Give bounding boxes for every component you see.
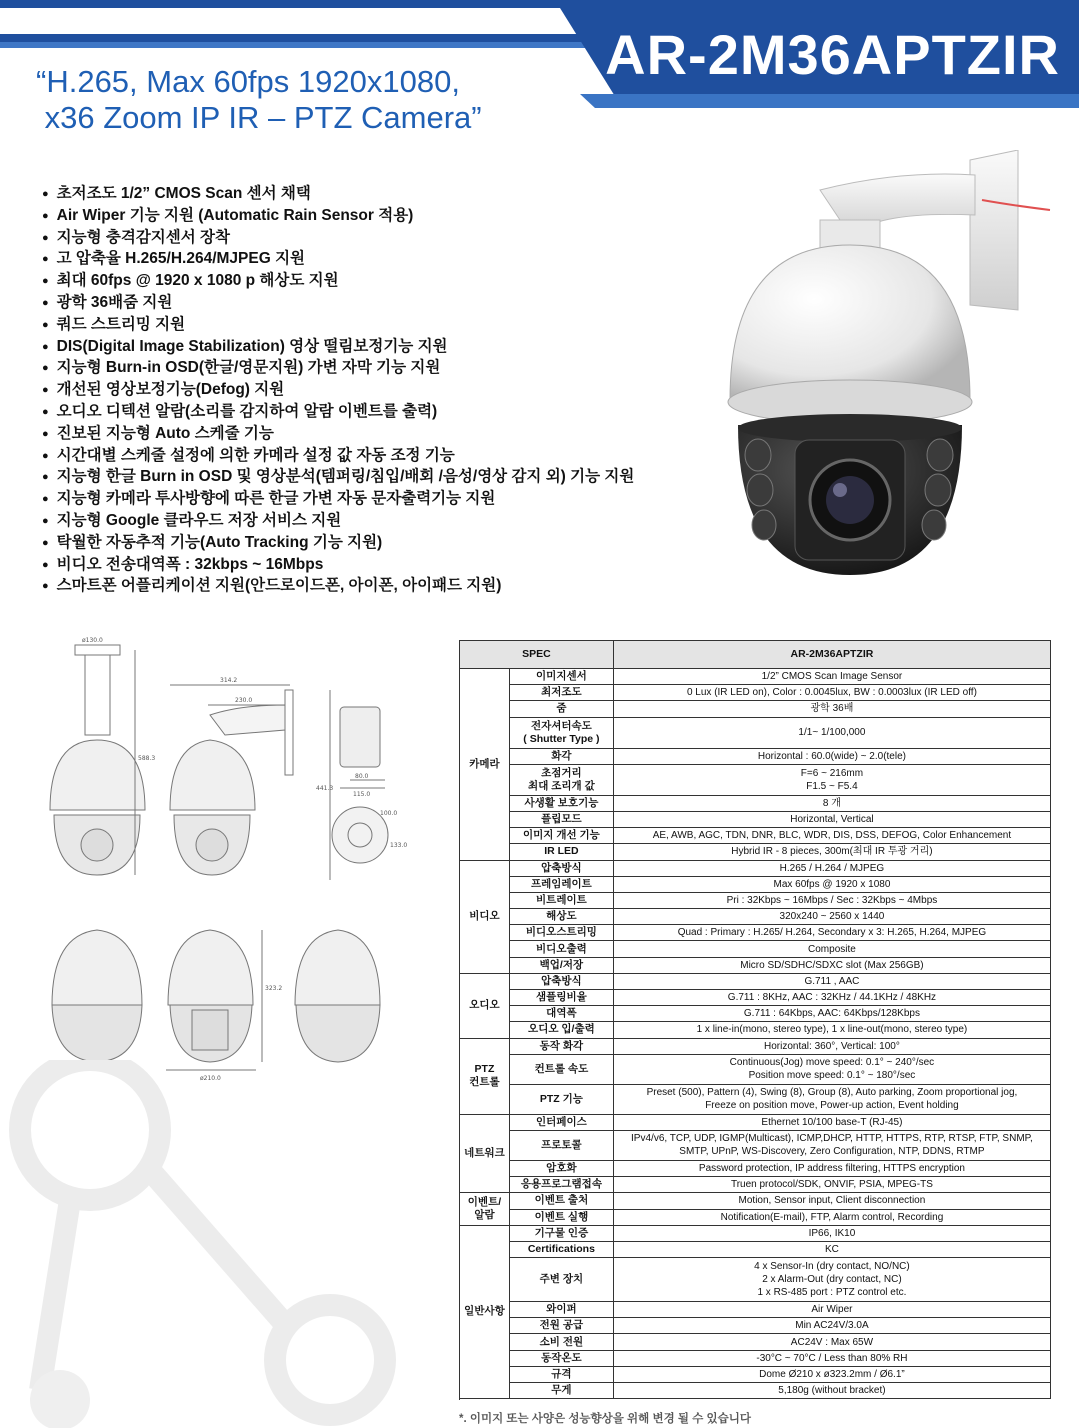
feature-item: ● 지능형 한글 Burn in OSD 및 영상분석(템퍼링/침입/배회 /음성/영상 감지 외) 기능 지원 — [42, 467, 634, 489]
row-value: Horizontal : 60.0(wide) ~ 2.0(tele) — [613, 748, 1050, 764]
row-value: Quad : Primary : H.265/ H.264, Secondary x 3: H.265, H.264, MJPEG — [613, 925, 1050, 941]
row-item: 비트레이트 — [509, 892, 613, 908]
row-value: Password protection, IP address filtering, HTTPS encryption — [613, 1160, 1050, 1176]
row-item: 사생활 보호기능 — [509, 795, 613, 811]
row-value: G.711 : 64Kbps, AAC: 64Kbps/128Kbps — [613, 1006, 1050, 1022]
row-item: 동작온도 — [509, 1350, 613, 1366]
row-item: 규격 — [509, 1366, 613, 1382]
ptz-camera-image — [700, 150, 1060, 590]
row-item: 이미지 개선 기능 — [509, 828, 613, 844]
feature-item: ● 고 압축율 H.265/H.264/MJPEG 지원 — [42, 249, 634, 271]
feature-list — [42, 184, 634, 598]
dim-label-11: 323.2 — [265, 985, 283, 992]
group-network: 네트워크 — [460, 1114, 510, 1193]
row-item: 최저조도 — [509, 685, 613, 701]
feature-item: ● 초저조도 1/2” CMOS Scan 센서 채택 — [42, 184, 634, 206]
group-video: 비디오 — [460, 860, 510, 973]
row-value: 4 x Sensor-In (dry contact, NO/NC) 2 x Alarm-Out (dry contact, NC) 1 x RS-485 port : PTZ control etc. — [613, 1258, 1050, 1302]
row-value: Horizontal: 360°, Vertical: 100° — [613, 1038, 1050, 1054]
row-item: 초점거리 최대 조리개 값 — [509, 764, 613, 795]
row-value: F=6 ~ 216mm F1.5 ~ F5.4 — [613, 764, 1050, 795]
feature-item: ● 오디오 디텍션 알람(소리를 감지하여 알람 이벤트를 출력) — [42, 402, 634, 424]
row-item: IR LED — [509, 844, 613, 860]
feature-item: ● 개선된 영상보정기능(Defog) 지원 — [42, 380, 634, 402]
dim-label-9: 133.0 — [390, 842, 408, 849]
row-value: 1/1~ 1/100,000 — [613, 717, 1050, 748]
row-value: 광학 36배 — [613, 701, 1050, 717]
row-value: G.711 : 8KHz, AAC : 32KHz / 44.1KHz / 48KHz — [613, 990, 1050, 1006]
row-item: PTZ 기능 — [509, 1084, 613, 1114]
row-item: 프레임레이트 — [509, 876, 613, 892]
row-value: 1/2” CMOS Scan Image Sensor — [613, 669, 1050, 685]
row-value: 8 개 — [613, 795, 1050, 811]
row-value: 1 x line-in(mono, stereo type), 1 x line-out(mono, stereo type) — [613, 1022, 1050, 1038]
feature-item: ● 광학 36배줌 지원 — [42, 293, 634, 315]
row-item: 컨트롤 속도 — [509, 1054, 613, 1084]
row-item: 이벤트 출처 — [509, 1193, 613, 1209]
row-item: 와이퍼 — [509, 1302, 613, 1318]
product-subtitle — [36, 64, 482, 136]
row-item: 화각 — [509, 748, 613, 764]
row-item: Certifications — [509, 1241, 613, 1257]
row-value: G.711 , AAC — [613, 973, 1050, 989]
row-value: -30°C ~ 70°C / Less than 80% RH — [613, 1350, 1050, 1366]
row-item: 해상도 — [509, 909, 613, 925]
row-item: 이벤트 실행 — [509, 1209, 613, 1225]
row-value: Truen protocol/SDK, ONVIF, PSIA, MPEG-TS — [613, 1177, 1050, 1193]
decorative-circles — [0, 1060, 460, 1428]
feature-item: ● 최대 60fps @ 1920 x 1080 p 해상도 지원 — [42, 271, 634, 293]
feature-item: ● 지능형 충격감지센서 장착 — [42, 228, 634, 250]
row-value: Composite — [613, 941, 1050, 957]
row-item: 암호화 — [509, 1160, 613, 1176]
footnote: *. 이미지 또는 사양은 성능향상을 위해 변경 될 수 있습니다 — [459, 1413, 751, 1425]
spec-header-model: AR-2M36APTZIR — [613, 641, 1050, 669]
spec-header-label: SPEC — [460, 641, 614, 669]
row-value: 0 Lux (IR LED on), Color : 0.0045lux, BW : 0.0003lux (IR LED off) — [613, 685, 1050, 701]
row-value: Dome Ø210 x ø323.2mm / Ø6.1” — [613, 1366, 1050, 1382]
feature-item: ● 지능형 Google 클라우드 저장 서비스 지원 — [42, 511, 634, 533]
feature-item: ● 스마트폰 어플리케이션 지원(안드로이드폰, 아이폰, 아이패드 지원) — [42, 576, 634, 598]
row-item: 소비 전원 — [509, 1334, 613, 1350]
row-item: 무게 — [509, 1383, 613, 1399]
row-value: AC24V : Max 65W — [613, 1334, 1050, 1350]
row-item: 주변 장치 — [509, 1258, 613, 1302]
row-item: 비디오스트리밍 — [509, 925, 613, 941]
group-general: 일반사항 — [460, 1225, 510, 1399]
row-item: 인터페이스 — [509, 1114, 613, 1130]
dim-label-4: 588.3 — [138, 755, 156, 762]
row-value: Max 60fps @ 1920 x 1080 — [613, 876, 1050, 892]
dim-label-5: 441.3 — [316, 785, 334, 792]
model-title: AR-2M36APTZIR — [605, 23, 1060, 86]
row-value: Notification(E-mail), FTP, Alarm control, Recording — [613, 1209, 1050, 1225]
feature-item: ● 쿼드 스트리밍 지원 — [42, 315, 634, 337]
row-value: AE, AWB, AGC, TDN, DNR, BLC, WDR, DIS, DSS, DEFOG, Color Enhancement — [613, 828, 1050, 844]
header-title-accent — [580, 94, 1079, 108]
row-value: KC — [613, 1241, 1050, 1257]
spec-header-row — [460, 641, 1051, 669]
row-value: Air Wiper — [613, 1302, 1050, 1318]
row-value: 320x240 ~ 2560 x 1440 — [613, 909, 1050, 925]
subtitle-line-2: x36 Zoom IP IR – PTZ Camera” — [36, 100, 482, 135]
dim-label-2: 314.2 — [220, 677, 238, 684]
group-event: 이벤트/ 알람 — [460, 1193, 510, 1225]
row-item: 압축방식 — [509, 973, 613, 989]
row-value: Preset (500), Pattern (4), Swing (8), Group (8), Auto parking, Zoom proportional jog, Freeze on position move, Power-up action, Event holding — [613, 1084, 1050, 1114]
row-item: 오디오 입/출력 — [509, 1022, 613, 1038]
dim-label-8: 100.0 — [380, 810, 398, 817]
row-value: Min AC24V/3.0A — [613, 1318, 1050, 1334]
row-value: Pri : 32Kbps ~ 16Mbps / Sec : 32Kbps ~ 4Mbps — [613, 892, 1050, 908]
row-value: Ethernet 10/100 base-T (RJ-45) — [613, 1114, 1050, 1130]
header-top-bar — [0, 0, 1079, 8]
row-item: 샘플링비율 — [509, 990, 613, 1006]
row-value: Continuous(Jog) move speed: 0.1° ~ 240°/sec Position move speed: 0.1° ~ 180°/sec — [613, 1054, 1050, 1084]
row-value: Hybrid IR - 8 pieces, 300m(최대 IR 투광 거리) — [613, 844, 1050, 860]
group-audio: 오디오 — [460, 973, 510, 1038]
row-value: IP66, IK10 — [613, 1225, 1050, 1241]
dim-label-7: 115.0 — [353, 791, 371, 798]
row-item: 플립모드 — [509, 811, 613, 827]
feature-item: ● 지능형 카메라 투사방향에 따른 한글 가변 자동 문자출력기능 지원 — [42, 489, 634, 511]
feature-item: ● 시간대별 스케줄 설정에 의한 카메라 설정 값 자동 조정 기능 — [42, 446, 634, 468]
feature-item: ● Air Wiper 기능 지원 (Automatic Rain Sensor 적용) — [42, 206, 634, 228]
group-camera: 카메라 — [460, 669, 510, 861]
dim-label-6: 80.0 — [355, 773, 369, 780]
feature-item: ● 비디오 전송대역폭 : 32kbps ~ 16Mbps — [42, 555, 634, 577]
row-item: 대역폭 — [509, 1006, 613, 1022]
row-item: 백업/저장 — [509, 957, 613, 973]
row-value: Horizontal, Vertical — [613, 811, 1050, 827]
row-item: 프로토콜 — [509, 1130, 613, 1160]
row-value: IPv4/v6, TCP, UDP, IGMP(Multicast), ICMP,DHCP, HTTP, HTTPS, RTP, RTSP, FTP, SNMP, SMTP, UPnP, WS-Discovery, Zero Configuration, NTP, DDNS, RTMP — [613, 1130, 1050, 1160]
dim-label-10: ø210.0 — [200, 1075, 221, 1082]
row-item: 줌 — [509, 701, 613, 717]
row-item: 동작 화각 — [509, 1038, 613, 1054]
group-ptz: PTZ 컨트롤 — [460, 1038, 510, 1114]
row-item: 기구물 인증 — [509, 1225, 613, 1241]
spec-table — [459, 640, 1051, 1399]
row-item: 비디오출력 — [509, 941, 613, 957]
row-value: 5,180g (without bracket) — [613, 1383, 1050, 1399]
dim-label-1: ø130.0 — [82, 637, 103, 644]
row-item: 전자셔터속도 ( Shutter Type ) — [509, 717, 613, 748]
row-value: Motion, Sensor input, Client disconnection — [613, 1193, 1050, 1209]
subtitle-line-1: “H.265, Max 60fps 1920x1080, — [36, 64, 460, 99]
feature-item: ● 탁월한 자동추적 기능(Auto Tracking 기능 지원) — [42, 533, 634, 555]
feature-item: ● DIS(Digital Image Stabilization) 영상 떨림보정기능 지원 — [42, 337, 634, 359]
row-value: Micro SD/SDHC/SDXC slot (Max 256GB) — [613, 957, 1050, 973]
feature-item: ● 진보된 지능형 Auto 스케줄 기능 — [42, 424, 634, 446]
row-item: 압축방식 — [509, 860, 613, 876]
row-item: 이미지센서 — [509, 669, 613, 685]
dimension-drawings — [40, 630, 440, 1090]
row-value: H.265 / H.264 / MJPEG — [613, 860, 1050, 876]
row-item: 응용프로그램접속 — [509, 1177, 613, 1193]
row-item: 전원 공급 — [509, 1318, 613, 1334]
feature-item: ● 지능형 Burn-in OSD(한글/영문지원) 가변 자막 기능 지원 — [42, 358, 634, 380]
dim-label-3: 230.0 — [235, 697, 253, 704]
